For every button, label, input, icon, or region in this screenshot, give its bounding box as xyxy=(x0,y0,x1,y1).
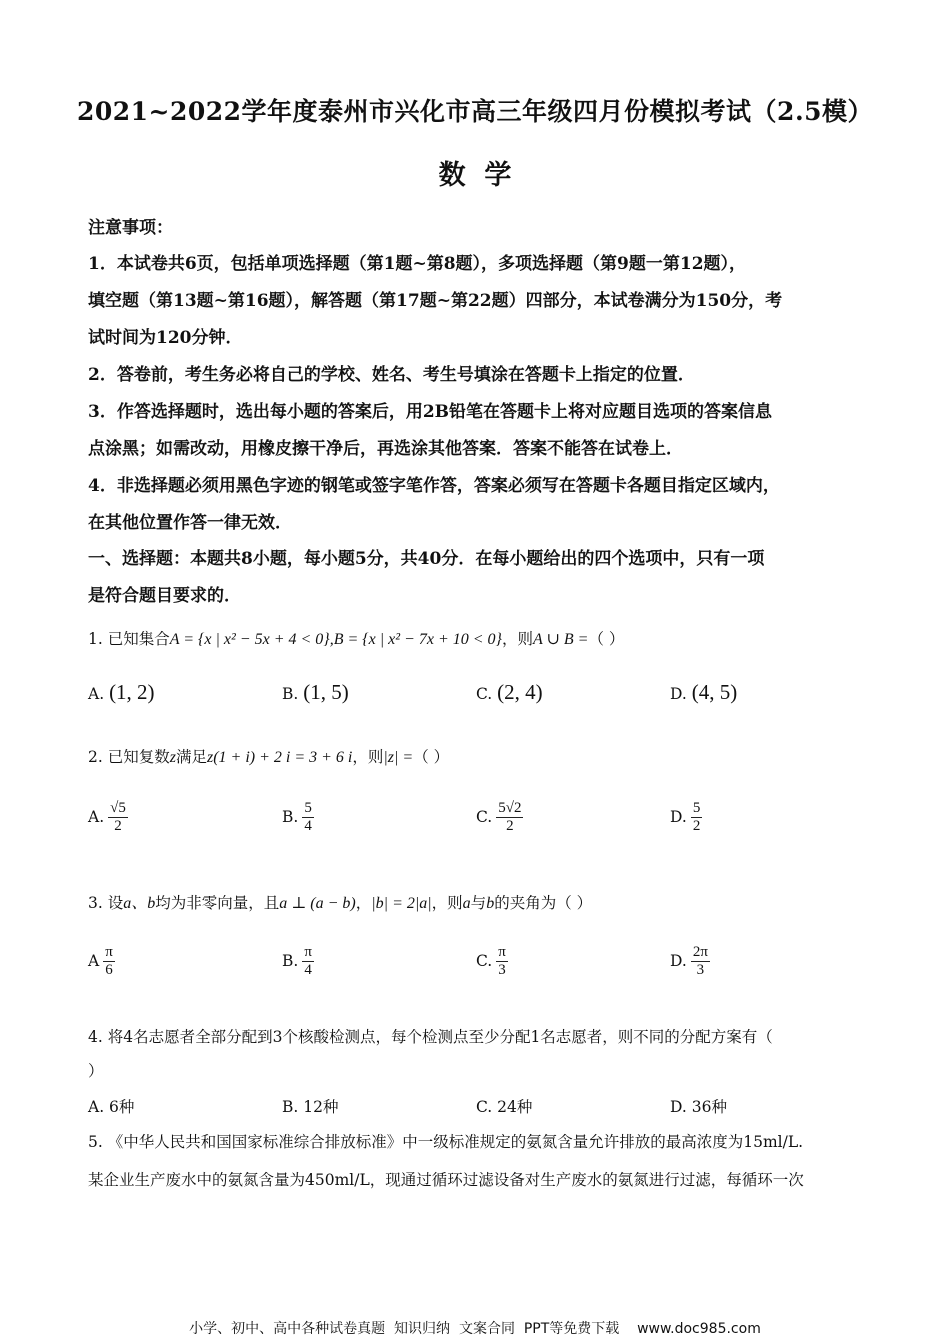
q2-abs: |z| = xyxy=(383,749,414,766)
q2-mid: 满足 xyxy=(175,748,207,766)
notes-heading: 注意事项： xyxy=(88,218,173,238)
q2-option-a: A. $\frac{√5}{2}$ xyxy=(88,800,126,835)
note-line: 填空题（第13题~第16题），解答题（第17题~第22题）四部分，本试卷满分为150分，考 xyxy=(88,291,783,311)
q3-mid: 均为非零向量，且 xyxy=(155,894,280,912)
question-5: 5. 《中华人民共和国国家标准综合排放标准》中一级标准规定的氨氮含量允许排放的最高浓度为15ml/L. xyxy=(88,1133,804,1151)
q3-prefix: 3. 设 xyxy=(88,894,124,912)
subject-title: 数 学 xyxy=(438,160,512,191)
q1-expr: A ∪ B = xyxy=(532,631,589,648)
page-footer: 小学、初中、高中各种试卷真题 知识归纳 文案合同 PPT等免费下载 www.doc985.com xyxy=(189,1321,761,1337)
q4-option-d: D. 36种 xyxy=(670,1098,727,1116)
question-3 xyxy=(88,890,592,913)
q3-yu: 与 xyxy=(470,894,487,912)
q3-option-a: A $\frac{\pi}{6}$ xyxy=(88,944,113,979)
question-2 xyxy=(88,745,449,767)
q2-eq: z(1 + i) + 2 i = 3 + 6 i xyxy=(206,749,353,766)
q3-cond1: a ⊥ (a − b) xyxy=(279,895,356,912)
q3-vars: a、b xyxy=(123,895,156,912)
question-5-cont: 某企业生产废水中的氨氮含量为450ml/L，现通过循环过滤设备对生产废水的氨氮进行过滤，每循环一次 xyxy=(88,1171,804,1189)
q1-set-a: A = {x | x² − 5x + 4 < 0} xyxy=(169,631,330,648)
q3-mid2: ，则 xyxy=(431,894,463,912)
q1-option-c: C. (2, 4) xyxy=(476,680,543,704)
q2-option-b: B. $\frac{5}{4}$ xyxy=(282,800,312,835)
section-heading: 是符合题目要求的． xyxy=(88,586,241,606)
section-heading: 一、选择题：本题共8小题，每小题5分，共40分．在每小题给出的四个选项中，只有一项 xyxy=(88,549,765,569)
question-1 xyxy=(88,627,624,649)
note-line: 2．答卷前，考生务必将自己的学校、姓名、考生号填涂在答题卡上指定的位置． xyxy=(88,365,695,385)
q4-option-b: B. 12种 xyxy=(282,1098,339,1116)
q1-sep: , xyxy=(329,631,334,648)
q3-va: a xyxy=(462,895,471,912)
q1-option-a: A. (1, 2) xyxy=(88,680,155,704)
q2-mid2: ，则 xyxy=(352,748,384,766)
note-line: 3．作答选择题时，选出每小题的答案后，用2B铅笔在答题卡上将对应题目选项的答案信息 xyxy=(88,402,773,422)
q3-option-d: D. $\frac{2\pi}{3}$ xyxy=(670,944,708,979)
q3-option-c: C. $\frac{\pi}{3}$ xyxy=(476,944,506,979)
q3-cond2: |b| = 2|a| xyxy=(371,895,432,912)
q1-paren: （ ） xyxy=(588,630,625,648)
q3-comma: ， xyxy=(355,894,372,912)
note-line: 在其他位置作答一律无效． xyxy=(88,513,292,533)
exam-title: 2021~2022学年度泰州市兴化市高三年级四月份模拟考试（2.5模） xyxy=(76,97,874,126)
q2-z: z xyxy=(169,749,176,766)
q3-tail: 的夹角为（ ） xyxy=(494,894,593,912)
q2-prefix: 2. 已知复数 xyxy=(88,748,170,766)
note-line: 点涂黑；如需改动，用橡皮擦干净后，再选涂其他答案．答案不能答在试卷上． xyxy=(88,439,683,459)
q4-option-a: A. 6种 xyxy=(88,1098,135,1116)
q3-option-b: B. $\frac{\pi}{4}$ xyxy=(282,944,312,979)
q2-option-c: C. $\frac{5√2}{2}$ xyxy=(476,800,522,835)
question-4-cont: ） xyxy=(88,1062,104,1080)
q1-mid: ，则 xyxy=(501,630,533,648)
note-line: 4．非选择题必须用黑色字迹的钢笔或签字笔作答，答案必须写在答题卡各题目指定区域内， xyxy=(88,476,780,496)
q3-vb: b xyxy=(486,895,495,912)
q1-option-b: B. (1, 5) xyxy=(282,680,349,704)
note-line: 试时间为120分钟． xyxy=(88,328,243,348)
q1-option-d: D. (4, 5) xyxy=(670,680,738,704)
q1-set-b: B = {x | x² − 7x + 10 < 0} xyxy=(333,631,502,648)
question-4: 4. 将4名志愿者全部分配到3个核酸检测点，每个检测点至少分配1名志愿者，则不同的分配方案有（ xyxy=(88,1028,773,1046)
note-line: 1．本试卷共6页，包括单项选择题（第1题~第8题），多项选择题（第9题一第12题）， xyxy=(88,254,747,274)
q2-paren: （ ） xyxy=(413,748,450,766)
q4-option-c: C. 24种 xyxy=(476,1098,533,1116)
q1-prefix: 1. 已知集合 xyxy=(88,630,170,648)
q2-option-d: D. $\frac{5}{2}$ xyxy=(670,800,701,835)
